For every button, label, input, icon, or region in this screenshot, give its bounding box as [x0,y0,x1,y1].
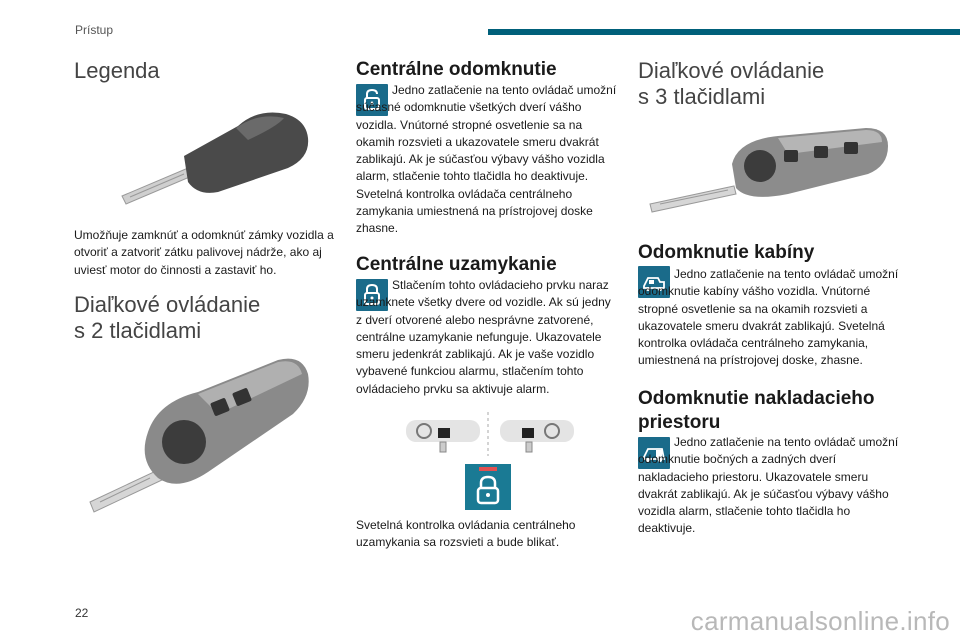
cargo-unlock-title-line1: Odomknutie nakladacieho [638,388,875,409]
legend-title: Legenda [74,58,160,83]
watermark: carmanualsonline.info [690,606,950,636]
cab-unlock-text: Jedno zatlačenie na tento ovládač umožní odomknutie kabíny vášho vozidla. Vnútorné stropné osvetlenie sa na okamih rozsvieti a ukazovatele smeru dvakrát zablikajú. Svetelná kontrolka ovládača centrálneho zamykania, umiestnená na prístrojovej doske, zhasne. [638,267,899,368]
central-lock-title: Centrálne uzamykanie [356,254,557,275]
cargo-unlock-text: Jedno zatlačenie na tento ovládač umožní odomknutie bočných a zadných dverí nakladacieho priestoru. Ukazovatele smeru dvakrát zablikajú. Ak je súčasťou výbavy vášho vozidla alarm, stlačenie tohto tlačidla ho deaktivuje. [638,435,899,536]
central-unlock-title: Centrálne odomknutie [356,59,557,80]
remote3-title-line1: Diaľkové ovládanie [638,58,825,83]
cargo-unlock-title-line2: priestoru [638,412,721,433]
cab-unlock-title: Odomknutie kabíny [638,242,815,263]
dashboard-lock-illustration [404,410,576,458]
indicator-text: Svetelná kontrolka ovládania centrálneho uzamykania sa rozsvieti a bude blikať. [356,518,576,550]
key-image [118,96,318,208]
central-lock-text: Stlačením tohto ovládacieho prvku naraz uzamknete všetky dvere od vozidle. Ak sú jedny z dverí otvorené alebo nesprávne zatvorené, centrálne uzamykanie nefunguje. Ukazovatele smeru jedenkrát zablikajú. Ak je vaše vozidlo vybavené funkciou alarmu, stlačením tohto ovládacieho prvku sa aktivuje alarm. [356,278,611,396]
remote3-title-line2: s 3 tlačidlami [638,84,766,109]
header-accent-bar [488,29,960,35]
remote-3-button-image [648,124,896,216]
remote2-title-line2: s 2 tlačidlami [74,318,202,343]
lock-indicator-icon [465,464,511,510]
remote2-title-line1: Diaľkové ovládanie [74,292,261,317]
section-header: Prístup [75,23,114,37]
central-unlock-text: Jedno zatlačenie na tento ovládač umožní súčasné odomknutie všetkých dverí vášho vozidla. Vnútorné stropné osvetlenie sa na okamih rozsvieti a ukazovatele smeru dvakrát zablikajú. Ak je súčasťou výbavy vášho vozidla alarm, stlačenie tohto tlačidla ho deaktivuje. Svetelná kontrolka ovládača centrálneho zamykania umiestnená na prístrojovej doske zhasne. [356,83,617,236]
page-number: 22 [75,606,89,620]
legend-text: Umožňuje zamknúť a odomknúť zámky vozidla a otvoriť a zatvoriť zátku palivovej nádrže, ako aj uviesť motor do činnosti a zastaviť ho. [74,228,334,277]
remote-2-button-image [88,352,318,520]
